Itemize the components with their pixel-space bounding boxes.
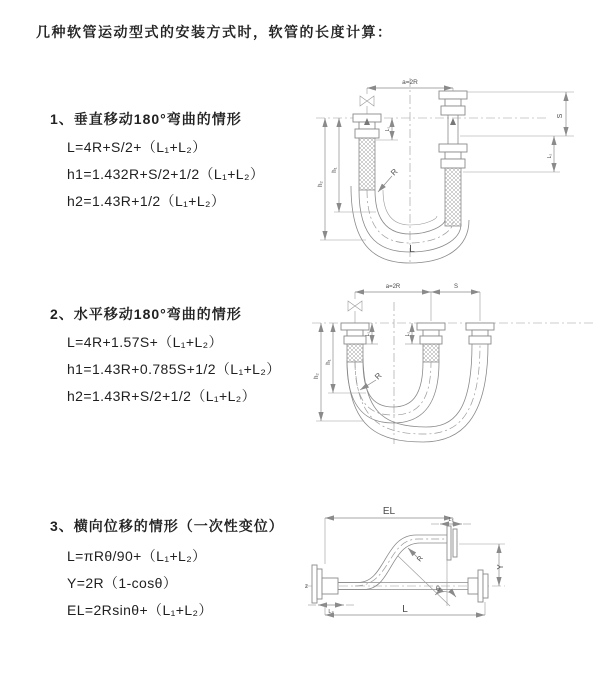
hose-u-position1 <box>347 362 439 423</box>
section3-formula-Y: Y=2R（1-cosθ） <box>67 575 178 591</box>
label-h1: h₁ <box>326 359 332 365</box>
label-theta: θ <box>436 586 440 593</box>
section1-heading: 1、垂直移动180°弯曲的情形 <box>50 111 242 127</box>
dim-s <box>431 284 480 292</box>
dim-a2r <box>355 284 480 321</box>
left-pipe-fitting <box>341 323 369 362</box>
dim-l2 <box>308 605 354 615</box>
angle-theta <box>398 543 456 606</box>
dim-l2 <box>463 136 560 172</box>
right-pipe-fitting <box>439 91 467 226</box>
diagram-horizontal-180-bend <box>308 278 600 464</box>
left-pipe-fitting <box>353 114 381 190</box>
radius-callout <box>378 167 400 192</box>
label-h1: h₁ <box>332 167 338 173</box>
valve-icon <box>360 96 374 106</box>
up-arrow-right <box>450 118 456 125</box>
section3-heading: 3、横向位移的情形（一次性变位） <box>50 518 284 534</box>
diagram-lateral-displacement <box>300 498 600 660</box>
section3-formula-L: L=πRθ/90+（L₁+L₂） <box>67 548 207 564</box>
page-title: 几种软管运动型式的安装方式时，软管的长度计算： <box>36 24 393 40</box>
section1-formula-L: L=4R+S/2+（L₁+L₂） <box>67 139 207 155</box>
section2-formula-h2: h2=1.43R+S/2+1/2（L₁+L₂） <box>67 388 257 404</box>
middle-pipe-fitting <box>417 323 445 362</box>
label-l1: L₁ <box>365 331 371 337</box>
braided-hose-right <box>445 168 461 226</box>
valve-icon <box>348 301 362 311</box>
label-l1: L₁ <box>385 126 391 132</box>
label-h2: h₂ <box>318 181 324 187</box>
section2-formula-L: L=4R+1.57S+（L₁+L₂） <box>67 334 223 350</box>
diagram-vertical-180-bend <box>308 72 593 268</box>
section2-heading: 2、水平移动180°弯曲的情形 <box>50 306 242 322</box>
dim-s <box>460 92 574 136</box>
label-el: EL <box>382 506 396 517</box>
upper-flange <box>447 526 457 560</box>
label-l: L <box>409 244 415 255</box>
label-r: R <box>373 370 384 382</box>
label-r: R <box>389 166 400 178</box>
label-l2: L₂ <box>328 609 334 615</box>
braided-hose-left <box>347 344 363 362</box>
right-flange <box>468 570 488 602</box>
hose-s-curve <box>338 535 447 590</box>
right-pipe-fitting <box>466 323 494 344</box>
section3-formula-EL: EL=2Rsinθ+（L₁+L₂） <box>67 602 213 618</box>
label-h2: h₂ <box>314 373 320 379</box>
left-flange <box>312 565 338 603</box>
section1-formula-h1: h1=1.432R+S/2+1/2（L₁+L₂） <box>67 166 265 182</box>
centerline-break-mark: z <box>305 584 308 590</box>
braided-hose-middle <box>423 344 439 362</box>
label-r: R <box>416 554 425 564</box>
label-a2r: a=2R <box>402 79 418 86</box>
section1-formula-h2: h2=1.43R+1/2（L₁+L₂） <box>67 193 226 209</box>
label-s: S <box>557 113 564 119</box>
dim-l <box>325 602 485 615</box>
label-l2: L₂ <box>547 153 553 159</box>
label-l2: L₂ <box>405 331 411 337</box>
label-l1: L₁ <box>448 517 454 523</box>
label-y: Y <box>496 564 505 570</box>
label-l: L <box>402 604 408 615</box>
section2-formula-h1: h1=1.43R+0.785S+1/2（L₁+L₂） <box>67 361 281 377</box>
braided-hose-left <box>359 138 375 190</box>
label-s: S <box>453 284 459 290</box>
label-a2r: a=2R <box>385 284 401 290</box>
radius-callout <box>408 548 425 563</box>
